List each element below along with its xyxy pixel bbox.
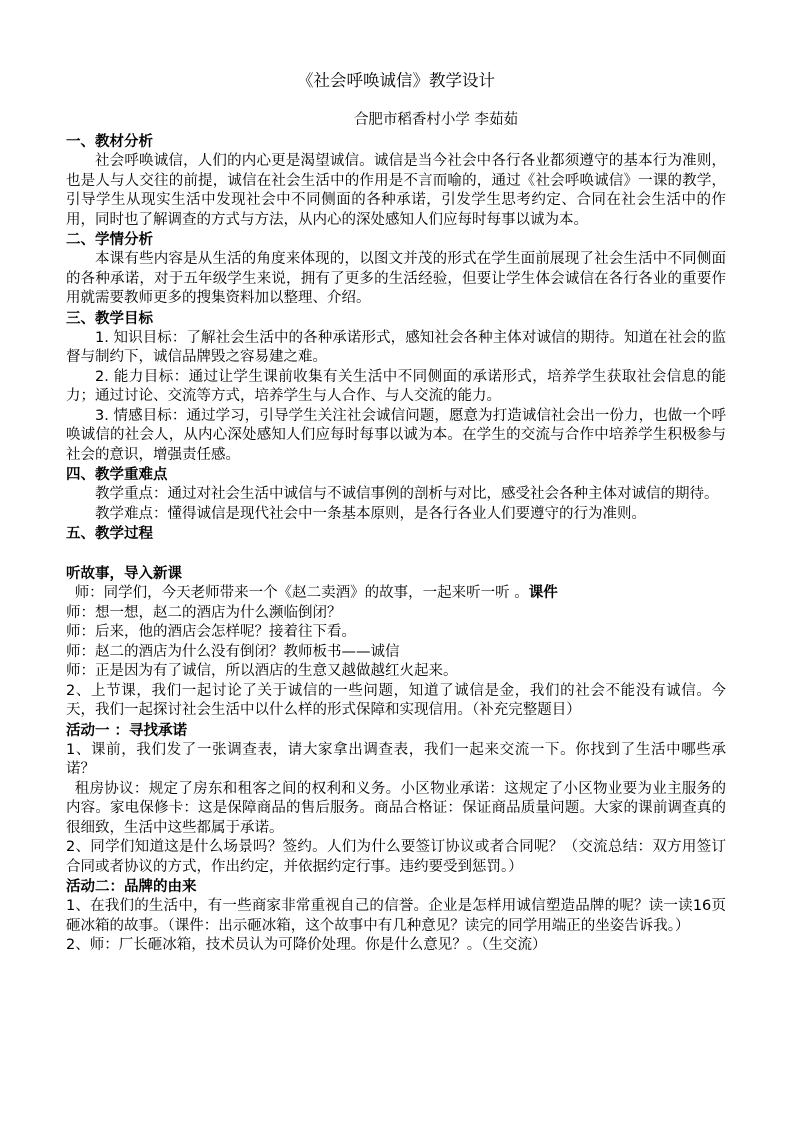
page-title: 《社会呼唤诚信》教学设计	[297, 71, 495, 90]
intro-text: 师：同学们，今天老师带来一个《赵二卖酒》的故事，一起来听一听 。	[74, 585, 529, 601]
paragraph: 教学难点：懂得诚信是现代社会中一条基本原则，是各行各业人们要遵守的行为准则。	[95, 505, 646, 522]
paragraph: 2、上节课，我们一起讨论了关于诚信的一些问题，知道了诚信是金，我们的社会不能没有诚信。今天，我们一起探讨社会生活中以什么样的形式保障和实现信用。（补充完整题目）	[66, 682, 726, 718]
paragraph: 1、在我们的生活中，有一些商家非常重视自己的信誉。企业是怎样用诚信塑造品牌的呢？读一读16页砸冰箱的故事。（课件：出示砸冰箱，这个故事中有几种意见？读完的同学用端正的坐姿告诉我。）	[66, 898, 726, 934]
paragraph: 2、师：厂长砸冰箱，技术员认为可降价处理。你是什么意见？。（生交流）	[66, 937, 547, 953]
subheading-activity-1: 活动一 ：寻找承诺	[66, 722, 188, 739]
paragraph: 2. 能力目标：通过让学生课前收集有关生活中不同侧面的承诺形式，培养学生获取社会信息的能力；通过讨论、交流等方式，培养学生与人合作、与人交流的能力。	[66, 368, 726, 404]
paragraph: 师：正是因为有了诚信，所以酒店的生意又越做越红火起来。	[66, 663, 458, 679]
author-line: 合肥市稻香村小学 李茹茹	[353, 112, 519, 128]
section-heading-keypoints: 四、教学重难点	[66, 467, 168, 483]
paragraph: 1. 知识目标：了解社会生活中的各种承诺形式，感知社会各种主体对诚信的期待。知道在社会的监督与制约下，诚信品牌毁之容易建之难。	[66, 329, 726, 365]
paragraph: 1、课前，我们发了一张调查表，请大家拿出调查表，我们一起来交流一下。你找到了生活中哪些承诺？	[66, 741, 726, 777]
paragraph	[66, 584, 726, 604]
subheading-intro: 听故事，导入新课	[66, 566, 182, 582]
subheading-activity-2: 活动二：品牌的由来	[66, 879, 197, 895]
paragraph: 师：赵二的酒店为什么没有倒闭？教师板书——诚信	[66, 643, 400, 660]
paragraph: 师：后来，他的酒店会怎样呢？接着往下看。	[66, 624, 356, 640]
section-heading-goals: 三、教学目标	[66, 310, 153, 327]
document-page	[66, 66, 726, 956]
paragraph: 3. 情感目标：通过学习，引导学生关注社会诚信问题，愿意为打造诚信社会出一份力，也做一个呼唤诚信的社会人，从内心深处感知人们应每时每事以诚为本。在学生的交流与合作中培养学生积极参与社会的意识，增强责任感。	[66, 407, 726, 463]
courseware-label: 课件	[528, 585, 558, 601]
section-heading-students: 二、学情分析	[66, 232, 153, 248]
section-heading-process: 五、教学过程	[66, 526, 153, 542]
section-heading-materials: 一、教材分析	[66, 134, 153, 150]
blank-line	[66, 544, 726, 564]
paragraph: 本课有些内容是从生活的角度来体现的，以图文并茂的形式在学生面前展现了社会生活中不同侧面的各种承诺，对于五年级学生来说，拥有了更多的生活经验，但要让学生体会诚信在各行各业的重要作用就需要教师更多的搜集资料加以整理、介绍。	[66, 251, 726, 306]
paragraph: 租房协议：规定了房东和租客之间的权利和义务。小区物业承诺：这规定了小区物业要为业主服务的内容。家电保修卡：这是保障商品的售后服务。商品合格证：保证商品质量问题。大家的课前调查真的很细致，生活中这些都属于承诺。	[66, 780, 726, 836]
paragraph: 师：想一想，赵二的酒店为什么濒临倒闭？	[66, 604, 342, 621]
paragraph: 教学重点：通过对社会生活中诚信与不诚信事例的剖析与对比，感受社会各种主体对诚信的期待。	[95, 486, 719, 502]
paragraph: 社会呼唤诚信，人们的内心更是渴望诚信。诚信是当今社会中各行各业都须遵守的基本行为准则，也是人与人交往的前提，诚信在社会生活中的作用是不言而喻的，通过《社会呼唤诚信》一课的教学，引导学生从现实生活中发现社会中不同侧面的各种承诺，引发学生思考约定、合同在社会生活中的作用，同时也了解调查的方式与方法，从内心的深处感知人们应每时每事以诚为本。	[66, 153, 726, 228]
paragraph: 2、同学们知道这是什么场景吗？签约。人们为什么要签订协议或者合同呢？（交流总结：双方用签订合同或者协议的方式，作出约定，并依据约定行事。违约要受到惩罚。）	[66, 839, 726, 875]
